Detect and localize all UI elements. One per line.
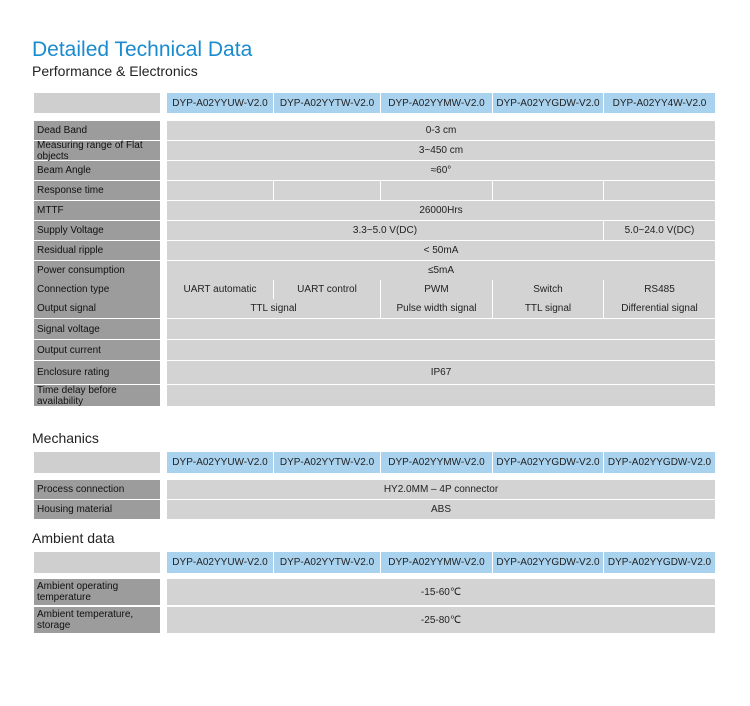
table-row — [34, 579, 715, 605]
model-header: DYP-A02YYTW-V2.0 — [274, 452, 380, 473]
model-header: DYP-A02YYUW-V2.0 — [167, 93, 273, 113]
row-value: TTL signal — [493, 299, 603, 318]
model-header: DYP-A02YYMW-V2.0 — [381, 552, 492, 573]
row-value: -25-80℃ — [167, 607, 715, 633]
row-label: Dead Band — [34, 121, 160, 140]
table-row — [34, 201, 715, 220]
table-row — [34, 241, 715, 260]
row-value: 3~450 cm — [167, 141, 715, 160]
header-blank — [34, 552, 160, 573]
row-value: ≈60° — [167, 161, 715, 180]
row-value — [167, 319, 715, 339]
row-label: Beam Angle — [34, 161, 160, 180]
section-title-performance: Performance & Electronics — [32, 63, 198, 79]
table-row — [34, 299, 715, 318]
row-label: Response time — [34, 181, 160, 200]
table-row — [34, 480, 715, 499]
row-value — [604, 181, 715, 200]
row-label: MTTF — [34, 201, 160, 220]
row-value: 0-3 cm — [167, 121, 715, 140]
table-row — [34, 319, 715, 339]
model-header: DYP-A02YYUW-V2.0 — [167, 552, 273, 573]
model-header: DYP-A02YYGDW-V2.0 — [493, 452, 603, 473]
table-row — [34, 340, 715, 360]
model-header: DYP-A02YYGDW-V2.0 — [493, 93, 603, 113]
model-header: DYP-A02YYGDW-V2.0 — [604, 452, 715, 473]
header-blank — [34, 452, 160, 473]
row-label: Output signal — [34, 299, 160, 318]
row-label: Process connection — [34, 480, 160, 499]
table-header-row — [34, 452, 715, 473]
row-label: Residual ripple — [34, 241, 160, 260]
section-title-mechanics: Mechanics — [32, 430, 99, 446]
row-value: UART control — [274, 280, 380, 299]
table-row — [34, 607, 715, 633]
row-label: Housing material — [34, 500, 160, 519]
row-value: Switch — [493, 280, 603, 299]
model-header: DYP-A02YYTW-V2.0 — [274, 552, 380, 573]
row-label: Supply Voltage — [34, 221, 160, 240]
row-value: Pulse width signal — [381, 299, 492, 318]
row-value: IP67 — [167, 361, 715, 384]
table-row — [34, 261, 715, 280]
table-row — [34, 500, 715, 519]
row-value — [493, 181, 603, 200]
row-value: 5.0~24.0 V(DC) — [604, 221, 715, 240]
row-value: ABS — [167, 500, 715, 519]
table-header-row — [34, 93, 715, 113]
model-header: DYP-A02YYMW-V2.0 — [381, 93, 492, 113]
row-value: Differential signal — [604, 299, 715, 318]
model-header: DYP-A02YYUW-V2.0 — [167, 452, 273, 473]
row-label: Enclosure rating — [34, 361, 160, 384]
row-value: PWM — [381, 280, 492, 299]
header-blank — [34, 93, 160, 113]
table-row — [34, 121, 715, 140]
row-value: TTL signal — [167, 299, 380, 318]
table-row — [34, 161, 715, 180]
row-value: HY2.0MM – 4P connector — [167, 480, 715, 499]
row-value — [167, 385, 715, 406]
table-row — [34, 280, 715, 299]
row-value: UART automatic — [167, 280, 273, 299]
table-row — [34, 361, 715, 384]
table-header-row — [34, 552, 715, 573]
row-value: 3.3~5.0 V(DC) — [167, 221, 603, 240]
row-label: Output current — [34, 340, 160, 360]
row-value: < 50mA — [167, 241, 715, 260]
model-header: DYP-A02YYTW-V2.0 — [274, 93, 380, 113]
row-value — [167, 181, 273, 200]
model-header: DYP-A02YY4W-V2.0 — [604, 93, 715, 113]
row-value: -15-60℃ — [167, 579, 715, 605]
table-row — [34, 385, 715, 406]
row-label: Connection type — [34, 280, 160, 299]
row-value — [167, 340, 715, 360]
section-title-ambient: Ambient data — [32, 530, 115, 546]
table-row — [34, 221, 715, 240]
row-label: Ambient operating temperature — [34, 579, 160, 605]
row-label: Signal voltage — [34, 319, 160, 339]
row-label: Time delay before availability — [34, 385, 160, 406]
model-header: DYP-A02YYGDW-V2.0 — [493, 552, 603, 573]
model-header: DYP-A02YYGDW-V2.0 — [604, 552, 715, 573]
row-value: ≤5mA — [167, 261, 715, 280]
row-label: Ambient temperature, storage — [34, 607, 160, 633]
table-row — [34, 141, 715, 160]
page-title: Detailed Technical Data — [32, 38, 253, 61]
row-value: RS485 — [604, 280, 715, 299]
row-label: Power consumption — [34, 261, 160, 280]
row-value — [381, 181, 492, 200]
table-row — [34, 181, 715, 200]
model-header: DYP-A02YYMW-V2.0 — [381, 452, 492, 473]
row-value: 26000Hrs — [167, 201, 715, 220]
row-label: Measuring range of Flat objects — [34, 141, 160, 160]
row-value — [274, 181, 380, 200]
